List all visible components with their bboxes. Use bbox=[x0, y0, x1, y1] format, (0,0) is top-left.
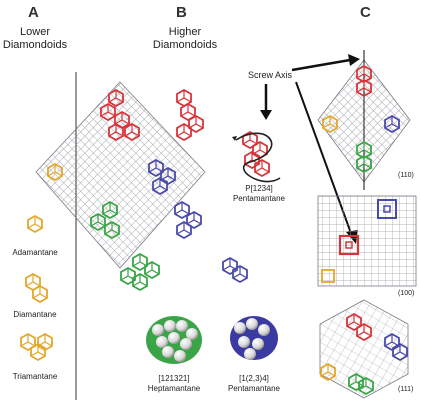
panel-a-header-line1: Lower bbox=[20, 26, 50, 38]
heptamantane-model bbox=[146, 316, 202, 364]
label-adamantane: Adamantane bbox=[12, 248, 58, 257]
pentamantane-model bbox=[230, 316, 278, 360]
label-face-111: (111) bbox=[398, 386, 414, 393]
red-cluster-b bbox=[177, 90, 203, 140]
panel-a-header-line2: Diamondoids bbox=[2, 39, 68, 51]
lattice-111 bbox=[320, 300, 408, 398]
panel-b-header-line2: Diamondoids bbox=[152, 39, 218, 51]
blue-cluster-b bbox=[175, 202, 201, 238]
screw-axis-arrow-top bbox=[292, 60, 350, 70]
lattice-110 bbox=[318, 50, 410, 190]
panel-letter-c: C bbox=[360, 4, 371, 21]
label-p1234-code: P[1234] bbox=[245, 184, 273, 193]
label-p1234-name: Pentamantane bbox=[232, 194, 286, 203]
triamantane-cage bbox=[21, 334, 52, 360]
label-diamantane: Diamantane bbox=[13, 310, 57, 319]
lattice-100 bbox=[318, 196, 416, 286]
label-heptamantane-name: Heptamantane bbox=[147, 384, 201, 393]
panel-letter-a: A bbox=[28, 4, 39, 21]
label-pentamantane2-name: Pentamantane bbox=[227, 384, 281, 393]
label-heptamantane-code: [121321] bbox=[158, 374, 190, 383]
panel-letter-b: B bbox=[176, 4, 187, 21]
label-screw-axis: Screw Axis bbox=[248, 70, 293, 80]
label-face-110: (110) bbox=[398, 172, 414, 179]
panel-b-header-line1: Higher bbox=[168, 26, 202, 38]
diamantane-cage bbox=[26, 274, 47, 302]
label-triamantane: Triamantane bbox=[12, 372, 58, 381]
blue-cluster-b-right bbox=[223, 258, 247, 282]
label-face-100: (100) bbox=[398, 290, 415, 297]
label-pentamantane2-code: [1(2,3)4] bbox=[239, 374, 269, 383]
